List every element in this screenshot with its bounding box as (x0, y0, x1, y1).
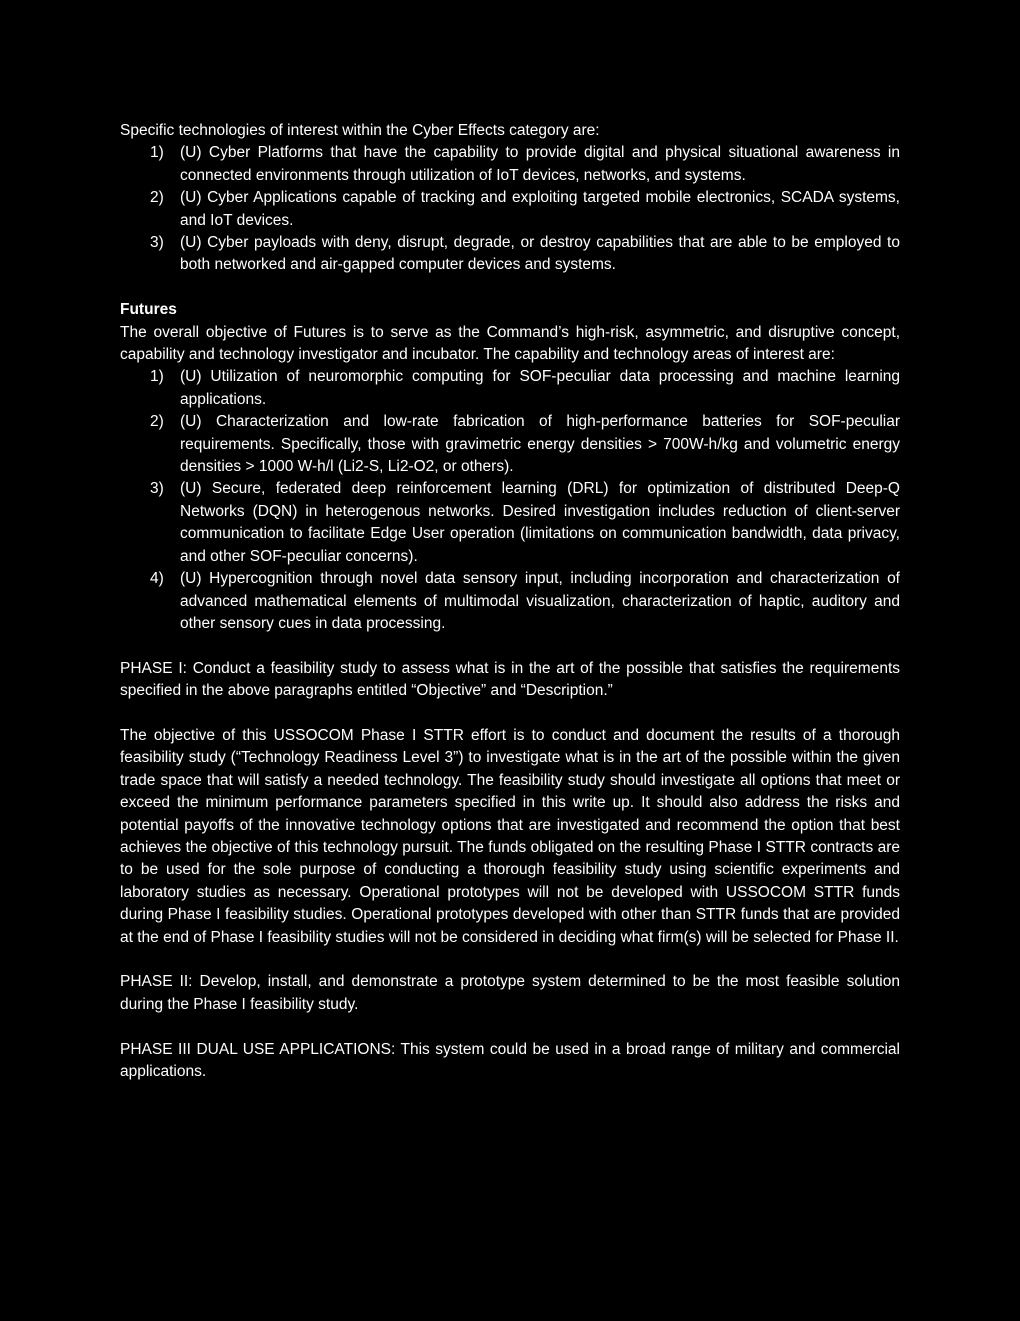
list-item (120, 366, 900, 411)
list-text: (U) Cyber Applications capable of tracking and exploiting targeted mobile electronics, SCADA systems, and IoT devices. (180, 189, 900, 229)
phase-1-detail-paragraph: The objective of this USSOCOM Phase I STTR effort is to conduct and document the results of a thorough feasibility study (“Technology Readiness Level 3”) to investigate what is in the art of the possible within the given trade space that will satisfy a needed technology. The feasibility study should investigate all options that meet or exceed the minimum performance parameters specified in this write up. It should also address the risks and potential payoffs of the innovative technology options that are investigated and recommend the option that best achieves the objective of this technology pursuit. The funds obligated on the resulting Phase I STTR contracts are to be used for the sole purpose of conducting a thorough feasibility study using scientific experiments and laboratory studies as necessary. Operational prototypes will not be developed with USSOCOM STTR funds during Phase I feasibility studies. Operational prototypes developed with other than STTR funds that are provided at the end of Phase I feasibility studies will not be considered in deciding what firm(s) will be selected for Phase II. (120, 726, 900, 946)
list-number: 2) (150, 189, 164, 207)
list-text: (U) Secure, federated deep reinforcement learning (DRL) for optimization of distributed Deep-Q Networks (DQN) in heterogenous networks. Desired investigation includes reduction of client-server communication to facilitate Edge User operation (limitations on communication bandwidth, data privacy, and other SOF-peculiar concerns). (180, 480, 900, 565)
list-text: (U) Utilization of neuromorphic computing for SOF-peculiar data processing and machine learning applications. (180, 368, 900, 408)
list-item (120, 568, 900, 635)
list-number: 3) (150, 234, 164, 252)
futures-heading: Futures (120, 301, 177, 319)
phase-1-paragraph: PHASE I: Conduct a feasibility study to assess what is in the art of the possible that satisfies the requirements specified in the above paragraphs entitled “Objective” and “Description.” (120, 659, 900, 700)
list-number: 1) (150, 368, 164, 386)
futures-list (120, 366, 900, 635)
list-number: 3) (150, 480, 164, 498)
cyber-list (120, 142, 900, 276)
list-number: 2) (150, 413, 164, 431)
list-number: 4) (150, 570, 164, 588)
list-item (120, 142, 900, 187)
list-text: (U) Cyber Platforms that have the capability to provide digital and physical situational awareness in connected environments through utilization of IoT devices, networks, and systems. (180, 144, 900, 184)
document-body (120, 120, 900, 1083)
list-text: (U) Cyber payloads with deny, disrupt, degrade, or destroy capabilities that are able to be employed to both networked and air-gapped computer devices and systems. (180, 234, 900, 274)
futures-intro: The overall objective of Futures is to serve as the Command’s high-risk, asymmetric, and disruptive concept, capability and technology investigator and incubator. The capability and technology areas of interest are: (120, 323, 900, 364)
phase-3-paragraph: PHASE III DUAL USE APPLICATIONS: This system could be used in a broad range of military and commercial applications. (120, 1040, 900, 1080)
list-item (120, 187, 900, 232)
list-item (120, 478, 900, 568)
cyber-intro: Specific technologies of interest within the Cyber Effects category are: (120, 122, 600, 139)
list-item (120, 411, 900, 478)
list-text: (U) Hypercognition through novel data sensory input, including incorporation and characterization of advanced mathematical elements of multimodal visualization, characterization of haptic, auditory and other sensory cues in data processing. (180, 570, 900, 632)
list-number: 1) (150, 144, 164, 162)
list-item (120, 232, 900, 277)
phase-2-paragraph: PHASE II: Develop, install, and demonstrate a prototype system determined to be the most feasible solution during the Phase I feasibility study. (120, 973, 900, 1013)
list-text: (U) Characterization and low-rate fabrication of high-performance batteries for SOF-peculiar requirements. Specifically, those with gravimetric energy densities > 700W-h/kg and volumetric energy densities > 1000 W-h/l (Li2-S, Li2-O2, or others). (180, 413, 900, 476)
